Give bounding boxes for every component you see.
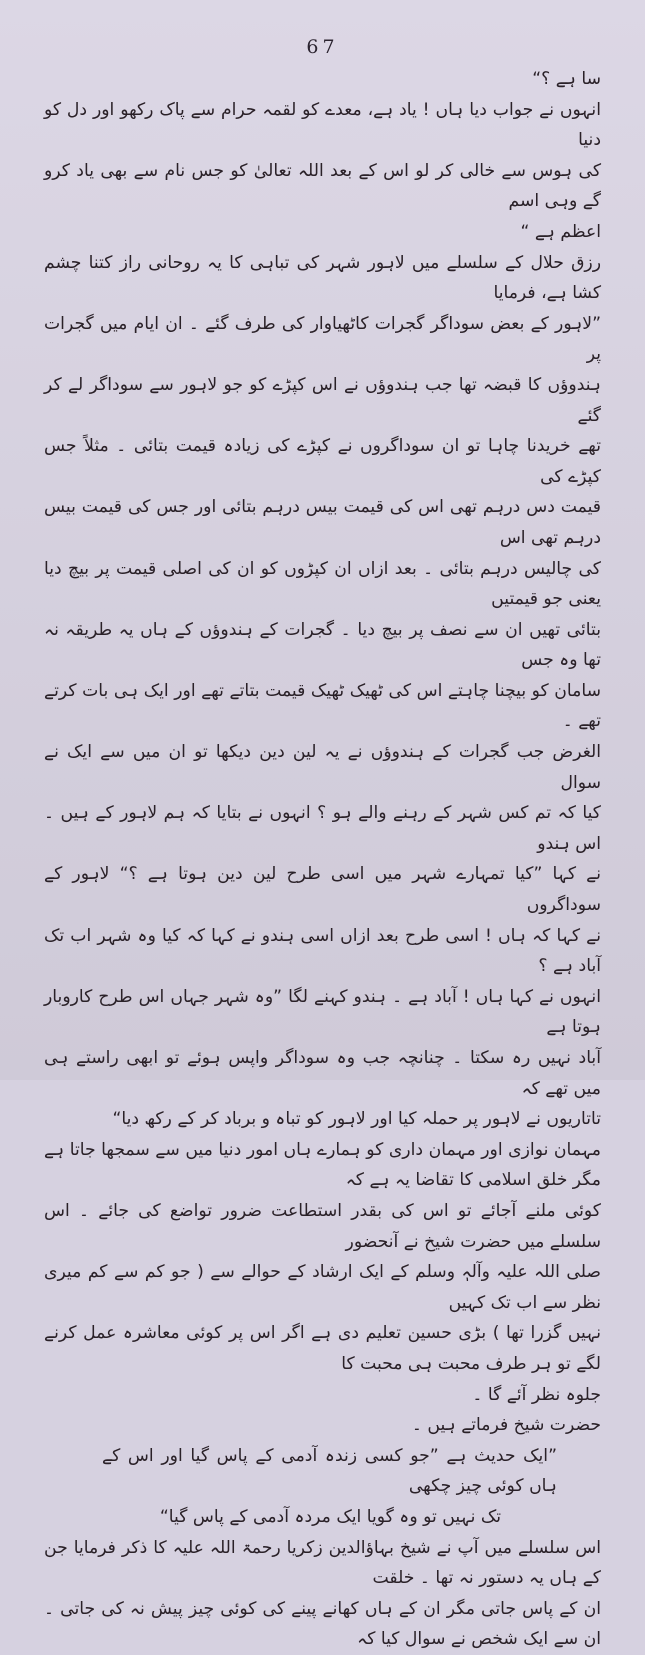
text-line: جلوہ نظر آئے گا ۔ (472, 1384, 601, 1405)
urdu-text-body (44, 64, 601, 1655)
quote-line: انہوں نے کہا ہاں ! آباد ہے ۔ ہندو کہنے لگا ”وہ شہر جہاں اس طرح کاروبار ہوتا ہے (44, 986, 601, 1038)
quote-line: ہندوؤں کا قبضہ تھا جب ہندوؤں نے اس کپڑے کو جو لاہور سے سوداگر لے کر گئے (44, 374, 601, 426)
quote-line: سامان کو بیچنا چاہتے اس کی ٹھیک ٹھیک قیمت بتاتے تھے اور ایک ہی بات کرتے تھے ۔ (44, 680, 601, 732)
page-number: 67 (306, 36, 339, 58)
text-line: صلی اللہ علیہ وآلہٖ وسلم کے ایک ارشاد کے حوالے سے ( جو کم سے کم میری نظر سے اب تک کہیں (44, 1262, 601, 1313)
hadith-quote-line: ”ایک حدیث ہے ”جو کسی زندہ آدمی کے پاس گیا اور اس کے ہاں کوئی چیز چکھی (102, 1445, 557, 1497)
quote-line: ”لاہور کے بعض سوداگر گجرات کاٹھیاوار کی طرف گئے ۔ ان ایام میں گجرات پر (44, 313, 601, 365)
quote-line: تاتاریوں نے لاہور پر حملہ کیا اور لاہور کو تباہ و برباد کر کے رکھ دیا“ (112, 1109, 601, 1130)
quote-line: الغرض جب گجرات کے ہندوؤں نے یہ لین دین دیکھا تو ان میں سے ایک نے سوال (44, 742, 601, 793)
text-line: حضرت شیخ فرماتے ہیں ۔ (411, 1415, 601, 1436)
quote-line: نے کہا کہ ہاں ! اسی طرح بعد ازاں اسی ہندو نے کہا کہ کیا وہ شہر اب تک آباد ہے ؟ (44, 925, 601, 977)
quote-line: آباد نہیں رہ سکتا ۔ چنانچہ جب وہ سوداگر واپس ہوئے تو ابھی راستے ہی میں تھے کہ (44, 1048, 601, 1099)
hadith-quote-line: تک نہیں تو وہ گویا ایک مردہ آدمی کے پاس گیا“ (159, 1506, 501, 1527)
quote-line: کی چالیس درہم بتائی ۔ بعد ازاں ان کپڑوں کو ان کی اصلی قیمت پر بیچ دیا یعنی جو قیمتیں (44, 558, 601, 610)
text-line: مہمان نوازی اور مہمان داری کو ہمارے ہاں امور دنیا میں سے سمجھا جاتا ہے مگر خلق اسلامی کا تقاضا یہ ہے کہ (44, 1139, 601, 1191)
text-line: رزق حلال کے سلسلے میں لاہور شہر کی تباہی کا یہ روحانی راز کتنا چشم کشا ہے، فرمایا (44, 252, 601, 304)
quote-line: قیمت دس درہم تھی اس کی قیمت بیس درہم بتائی اور جس کی قیمت بیس درہم تھی اس (44, 497, 601, 548)
text-line: نہیں گزرا تھا ) بڑی حسین تعلیم دی ہے اگر اس پر کوئی معاشرہ عمل کرنے لگے تو ہر طرف محبت ہی محبت کا (44, 1323, 601, 1374)
text-line: سا ہے ؟“ (532, 69, 601, 89)
text-line: کی ہوس سے خالی کر لو اس کے بعد اللہ تعالیٰ کو جس نام سے بھی یاد کرو گے وہی اسم (44, 160, 601, 212)
text-line: کوئی ملنے آجائے تو اس کی بقدر استطاعت ضرور تواضع کی جائے ۔ اس سلسلے میں حضرت شیخ نے آنحضور (44, 1200, 601, 1252)
quote-line: بتائی تھیں ان سے نصف پر بیچ دیا ۔ گجرات کے ہندوؤں کے ہاں یہ طریقہ نہ تھا وہ جس (44, 619, 601, 671)
quote-line: تھے خریدنا چاہا تو ان سوداگروں نے کپڑے کی زیادہ قیمت بتائی ۔ مثلاً جس کپڑے کی (44, 436, 601, 487)
quote-line: نے کہا ”کیا تمہارے شہر میں اسی طرح لین دین ہوتا ہے ؟“ لاہور کے سوداگروں (44, 864, 601, 916)
quote-line: کیا کہ تم کس شہر کے رہنے والے ہو ؟ انہوں نے بتایا کہ ہم لاہور کے ہیں ۔ اس ہندو (44, 803, 601, 854)
text-line: انہوں نے جواب دیا ہاں ! یاد ہے، معدے کو لقمہ حرام سے پاک رکھو اور دل کو دنیا (44, 99, 601, 151)
text-line: اس سلسلے میں آپ نے شیخ بہاؤالدین زکریا رحمۃ اللہ علیہ کا ذکر فرمایا جن کے ہاں یہ دستور نہ تھا ۔ خلقت (44, 1537, 601, 1589)
text-line: ان کے پاس جاتی مگر ان کے ہاں کھانے پینے کی کوئی چیز پیش نہ کی جاتی ۔ ان سے ایک شخص نے سوال کیا کہ (44, 1598, 601, 1650)
text-line: اعظم ہے “ (520, 221, 601, 242)
